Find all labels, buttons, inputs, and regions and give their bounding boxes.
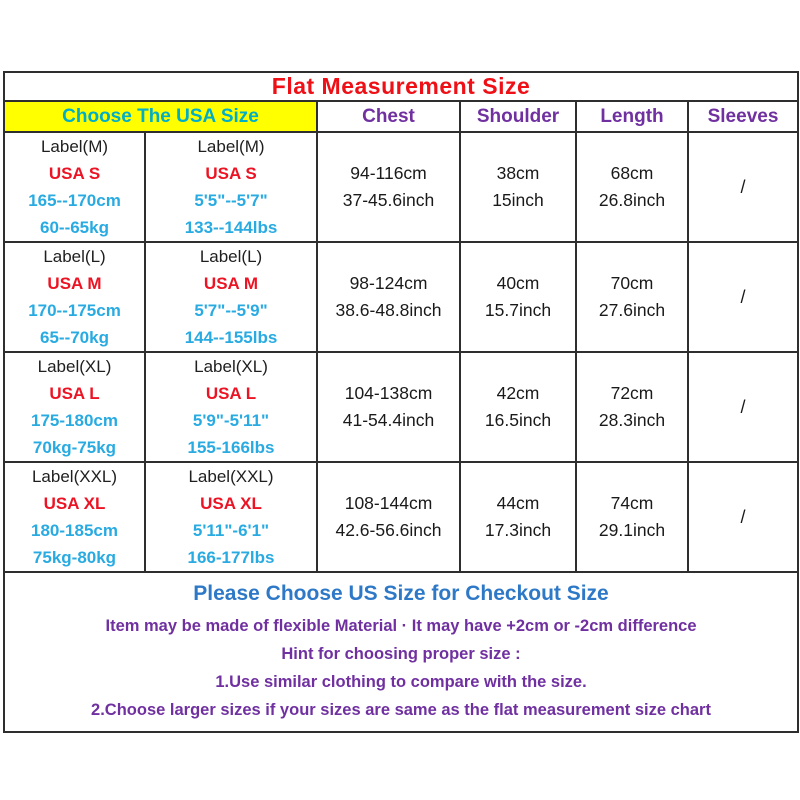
usa-size-text: USA S xyxy=(205,164,257,183)
label-text: Label(L) xyxy=(199,247,263,266)
shoulder-cell: 38cm 15inch xyxy=(460,132,576,242)
hint-step-2: 2.Choose larger sizes if your sizes are same as the flat measurement size chart xyxy=(91,701,711,719)
usa-size-text: USA XL xyxy=(200,494,262,513)
height-range: 175-180cm xyxy=(31,411,118,430)
chest-cell: 104-138cm 41-54.4inch xyxy=(317,352,460,462)
title-row xyxy=(4,72,798,101)
metric-cell xyxy=(4,352,145,462)
footer-row xyxy=(4,572,798,732)
flat-measurement-table xyxy=(3,71,799,733)
sleeves-cell: / xyxy=(688,242,798,352)
hint-heading: Hint for choosing proper size : xyxy=(281,645,521,663)
footer-cell xyxy=(4,572,798,732)
column-header-sleeves: Sleeves xyxy=(688,101,798,132)
column-header-length: Length xyxy=(576,101,688,132)
usa-size-text: USA L xyxy=(205,384,257,403)
height-range: 165--170cm xyxy=(28,191,121,210)
shoulder-cell: 42cm 16.5inch xyxy=(460,352,576,462)
metric-cell xyxy=(4,132,145,242)
imperial-cell xyxy=(145,352,317,462)
footer-notes xyxy=(5,578,797,726)
height-range: 5'7"--5'9" xyxy=(194,301,268,320)
label-text: Label(XXL) xyxy=(188,467,274,486)
sleeves-cell: / xyxy=(688,352,798,462)
size-row-l xyxy=(4,352,798,462)
size-row-m xyxy=(4,242,798,352)
label-text: Label(XXL) xyxy=(31,467,118,486)
length-cell: 72cm 28.3inch xyxy=(576,352,688,462)
hint-step-1: 1.Use similar clothing to compare with the size. xyxy=(215,673,587,691)
size-row-xl xyxy=(4,462,798,572)
label-text: Label(XL) xyxy=(37,357,112,376)
weight-range: 144--155lbs xyxy=(184,328,278,347)
length-cell: 74cm 29.1inch xyxy=(576,462,688,572)
height-range: 180-185cm xyxy=(31,521,118,540)
chest-cell: 94-116cm 37-45.6inch xyxy=(317,132,460,242)
usa-size-text: USA S xyxy=(48,164,101,183)
chest-cell: 98-124cm 38.6-48.8inch xyxy=(317,242,460,352)
sleeves-cell: / xyxy=(688,132,798,242)
material-note: Item may be made of flexible Material · It may have +2cm or -2cm difference xyxy=(105,617,697,635)
imperial-cell xyxy=(145,132,317,242)
usa-size-text: USA L xyxy=(49,384,100,403)
sleeves-cell: / xyxy=(688,462,798,572)
size-row-s xyxy=(4,132,798,242)
height-range: 5'9"-5'11" xyxy=(192,411,270,430)
checkout-size-heading: Please Choose US Size for Checkout Size xyxy=(193,582,609,605)
length-cell: 68cm 26.8inch xyxy=(576,132,688,242)
metric-cell xyxy=(4,462,145,572)
chest-cell: 108-144cm 42.6-56.6inch xyxy=(317,462,460,572)
metric-cell xyxy=(4,242,145,352)
label-text: Label(L) xyxy=(43,247,106,266)
imperial-cell xyxy=(145,462,317,572)
shoulder-cell: 40cm 15.7inch xyxy=(460,242,576,352)
shoulder-cell: 44cm 17.3inch xyxy=(460,462,576,572)
height-range: 5'11"-6'1" xyxy=(192,521,270,540)
weight-range: 60--65kg xyxy=(40,218,109,237)
weight-range: 155-166lbs xyxy=(187,438,275,457)
weight-range: 75kg-80kg xyxy=(32,548,117,567)
height-range: 5'5"--5'7" xyxy=(194,191,268,210)
weight-range: 166-177lbs xyxy=(187,548,275,567)
header-row xyxy=(4,101,798,132)
page-title: Flat Measurement Size xyxy=(271,73,531,99)
weight-range: 65--70kg xyxy=(40,328,109,347)
label-text: Label(XL) xyxy=(194,357,268,376)
height-range: 170--175cm xyxy=(28,301,121,320)
column-header-shoulder: Shoulder xyxy=(460,101,576,132)
weight-range: 133--144lbs xyxy=(184,218,278,237)
label-text: Label(M) xyxy=(40,137,109,156)
usa-size-header-cell xyxy=(4,101,317,132)
length-cell: 70cm 27.6inch xyxy=(576,242,688,352)
usa-size-text: USA XL xyxy=(43,494,106,513)
weight-range: 70kg-75kg xyxy=(32,438,117,457)
title-cell xyxy=(4,72,798,101)
usa-size-text: USA M xyxy=(203,274,259,293)
imperial-cell xyxy=(145,242,317,352)
label-text: Label(M) xyxy=(197,137,265,156)
column-header-chest: Chest xyxy=(317,101,460,132)
usa-size-header: Choose The USA Size xyxy=(62,105,259,127)
usa-size-text: USA M xyxy=(47,274,102,293)
